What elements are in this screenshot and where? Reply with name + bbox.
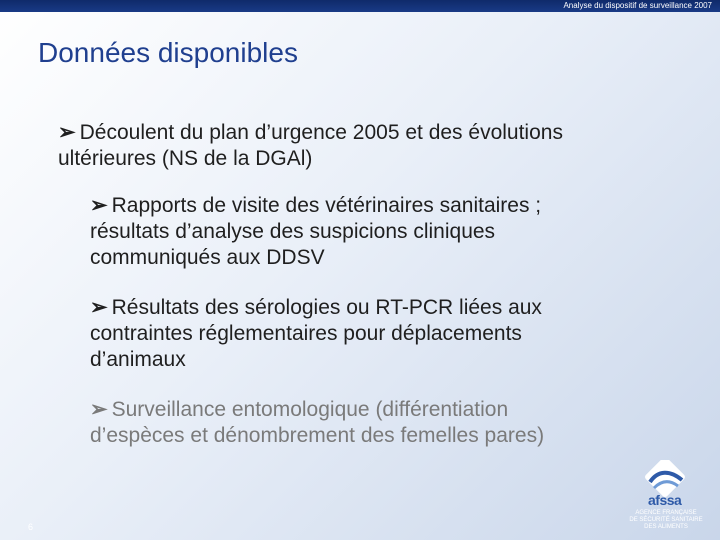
bullet-item-3 xyxy=(90,295,542,373)
arrow-bullet-icon: ➢ xyxy=(58,121,76,144)
logo-line-1: AGENCE FRANÇAISE xyxy=(635,510,697,516)
bullet-4-line-1: Surveillance entomologique (différentiation xyxy=(111,398,509,421)
slide-number: 6 xyxy=(28,522,34,532)
logo-line-3: DES ALIMENTS xyxy=(644,524,688,530)
bullet-3-line-1: Résultats des sérologies ou RT-PCR liées aux xyxy=(111,296,542,319)
header-caption: Analyse du dispositif de surveillance 2007 xyxy=(563,1,712,10)
bullet-item-2 xyxy=(90,193,541,271)
logo-brand: afssa xyxy=(648,492,682,508)
bullet-2-line-1: Rapports de visite des vétérinaires sanitaires ; xyxy=(111,194,542,217)
top-header-band xyxy=(0,0,720,12)
logo-text xyxy=(626,510,706,531)
bullet-2-line-3: communiqués aux DDSV xyxy=(90,246,325,269)
bullet-1-line-1: Découlent du plan d’urgence 2005 et des évolutions xyxy=(79,121,563,144)
bullet-3-line-3: d’animaux xyxy=(90,348,186,371)
slide-title: Données disponibles xyxy=(38,37,298,68)
arrow-bullet-icon: ➢ xyxy=(90,296,108,319)
arrow-bullet-icon: ➢ xyxy=(90,398,108,421)
afssa-logo xyxy=(626,456,706,538)
bullet-item-4 xyxy=(90,397,544,449)
bullet-1-line-2: ultérieures (NS de la DGAl) xyxy=(58,147,313,170)
logo-line-2: DE SÉCURITÉ SANITAIRE xyxy=(629,517,703,523)
bullet-3-line-2: contraintes réglementaires pour déplacements xyxy=(90,322,522,345)
bullet-2-line-2: résultats d’analyse des suspicions cliniques xyxy=(90,220,496,243)
bullet-item-1 xyxy=(58,120,563,172)
bullet-4-line-2: d’espèces et dénombrement des femelles pares) xyxy=(90,424,545,447)
arrow-bullet-icon: ➢ xyxy=(90,194,108,217)
